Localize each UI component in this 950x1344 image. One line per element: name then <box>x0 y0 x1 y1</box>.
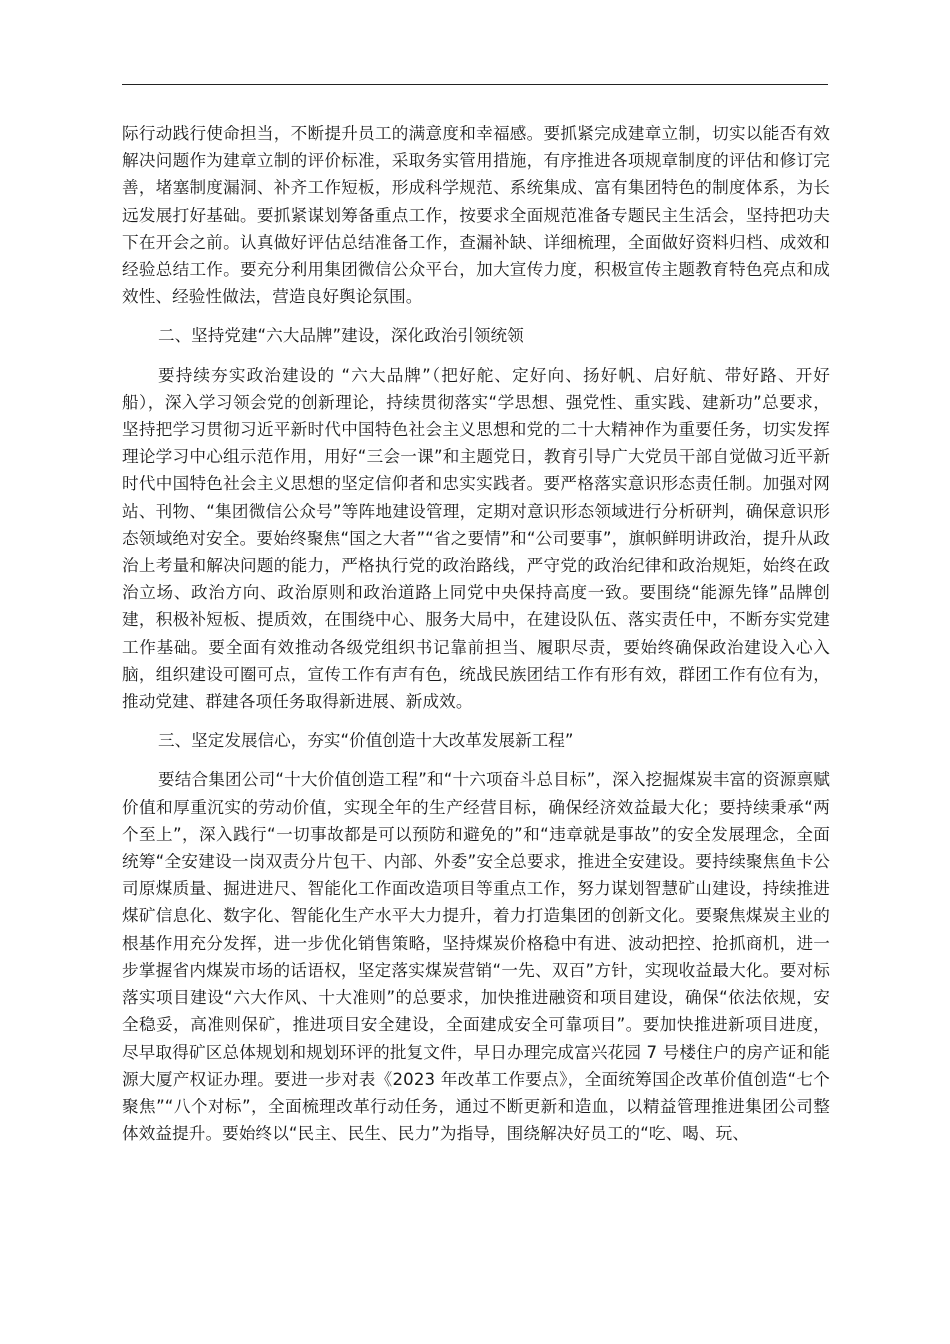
section-heading-2: 二、坚持党建“六大品牌”建设，深化政治引领统领 <box>158 326 524 346</box>
document-body <box>122 120 830 1147</box>
paragraph-party-building: 要持续夯实政治建设的 “六大品牌”（把好舵、定好向、扬好帆、启好航、带好路、开好船），深入学习领会党的创新理论，持续贯彻落实“学思想、强党性、重实践、建新功”总要求，坚持把学习贯彻习近平新时代中国特色社会主义思想和党的二十大精神作为重要任务，切实发挥理论学习中心组示范作用，用好“三会一课”和主题党日，教育引导广大党员干部自觉做习近平新时代中国特色社会主义思想的坚定信仰者和忠实实践者。要严格落实意识形态责任制。加强对网站、刊物、“集团微信公众号”等阵地建设管理，定期对意识形态领域进行分析研判，确保意识形态领域绝对安全。要始终聚焦“国之大者”“省之要情”和“公司要事”，旗帜鲜明讲政治，提升从政治上考量和解决问题的能力，严格执行党的政治路线，严守党的政治纪律和政治规矩，始终在政治立场、政治方向、政治原则和政治道路上同党中央保持高度一致。要围绕“能源先锋”品牌创建，积极补短板、提质效，在围绕中心、服务大局中，在建设队伍、落实责任中，不断夯实党建工作基础。要全面有效推动各级党组织书记靠前担当、履职尽责，要始终确保政治建设入心入脑，组织建设可圈可点，宣传工作有声有色，统战民族团结工作有形有效，群团工作有位有为，推动党建、群建各项任务取得新进展、新成效。 <box>122 365 830 712</box>
paragraph-development: 要结合集团公司“十大价值创造工程”和“十六项奋斗总目标”，深入挖掘煤炭丰富的资源禀赋价值和厚重沉实的劳动价值，实现全年的生产经营目标，确保经济效益最大化；要持续秉承“两个至上”，深入践行“一切事故都是可以预防和避免的”和“违章就是事故”的安全发展理念，全面统筹“全安建设一岗双责分片包干、内部、外委”安全总要求，推进全安建设。要持续聚焦鱼卡公司原煤质量、掘进进尺、智能化工作面改造项目等重点工作，努力谋划智慧矿山建设，持续推进煤矿信息化、数字化、智能化生产水平大力提升，着力打造集团的创新文化。要聚焦煤炭主业的根基作用充分发挥，进一步优化销售策略，坚持煤炭价格稳中有进、波动把控、抢抓商机，进一步掌握省内煤炭市场的话语权，坚定落实煤炭营销“一先、双百”方针，实现收益最大化。要对标落实项目建设“六大作风、十大准则”的总要求，加快推进融资和项目建设，确保“依法依规，安全稳妥，高准则保矿，推进项目安全建设，全面建成安全可靠项目”。要加快推进新项目进度，尽早取得矿区总体规划和规划环评的批复文件，早日办理完成富兴花园 7 号楼住户的房产证和能源大厦产权证办理。要进一步对表《2023 年改革工作要点》，全面统筹国企改革价值创造“七个聚焦”“八个对标”，全面梳理改革行动任务，通过不断更新和造血，以精益管理推进集团公司整体效益提升。要始终以“民主、民生、民力”为指导，围绕解决好员工的“吃、喝、玩、 <box>122 770 830 1144</box>
paragraph-continuation: 际行动践行使命担当，不断提升员工的满意度和幸福感。要抓紧完成建章立制，切实以能否有效解决问题作为建章立制的评价标准，采取务实管用措施，有序推进各项规章制度的评估和修订完善，堵塞制度漏洞、补齐工作短板，形成科学规范、系统集成、富有集团特色的制度体系，为长远发展打好基础。要抓紧谋划筹备重点工作，按要求全面规范准备专题民主生活会，坚持把功夫下在开会之前。认真做好评估总结准备工作，查漏补缺、详细梳理，全面做好资料归档、成效和经验总结工作。要充分利用集团微信公众平台，加大宣传力度，积极宣传主题教育特色亮点和成效性、经验性做法，营造良好舆论氛围。 <box>122 124 830 307</box>
section-heading-3: 三、坚定发展信心，夯实“价值创造十大改革发展新工程” <box>158 731 574 751</box>
header-rule <box>122 84 828 85</box>
